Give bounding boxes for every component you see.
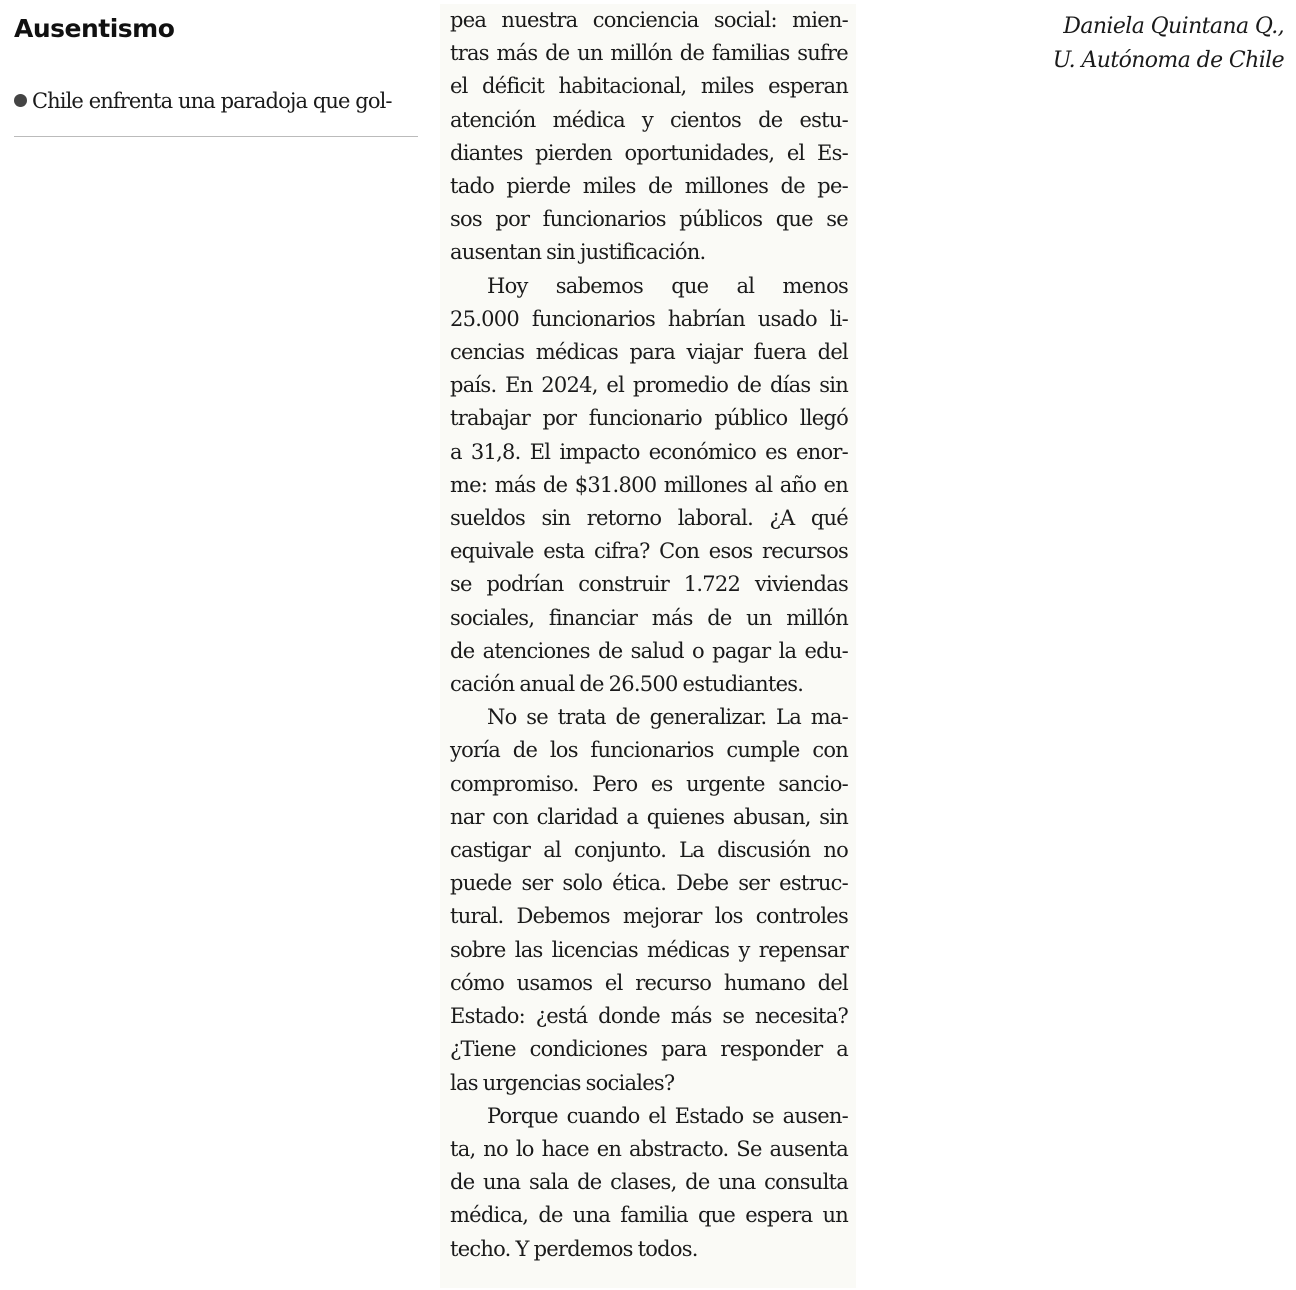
text-line: sobre las licencias médicas y repensar xyxy=(450,937,848,962)
text-line: Hoy sabemos que al menos xyxy=(487,273,848,298)
text-line: pea nuestra conciencia social: mien- xyxy=(450,8,848,32)
text-line: diantes pierden oportunidades, el Es- xyxy=(450,140,848,165)
body-column xyxy=(440,4,856,1288)
text-line: techo. Y perdemos todos. xyxy=(450,1236,698,1261)
paragraph-1 xyxy=(450,4,848,270)
text-line: cencias médicas para viajar fuera del xyxy=(450,340,848,365)
text-line: tras más de un millón de familias sufre xyxy=(450,41,848,66)
text-line: ausentan sin justificación. xyxy=(450,240,706,265)
author-affiliation: U. Autónoma de Chile xyxy=(1052,48,1284,73)
text-line: compromiso. Pero es urgente sancio- xyxy=(450,771,848,796)
text-line: tado pierde miles de millones de pe- xyxy=(450,174,848,199)
text-line: ¿Tiene condiciones para responder a xyxy=(450,1037,848,1062)
text-line: trabajar por funcionario público llegó xyxy=(450,406,848,431)
text-line: tural. Debemos mejorar los controles xyxy=(450,904,848,929)
text-line: país. En 2024, el promedio de días sin xyxy=(450,373,848,398)
text-line: cación anual de 26.500 estudiantes. xyxy=(450,672,804,697)
text-line: 25.000 funcionarios habrían usado li- xyxy=(450,306,848,331)
headline: Ausentismo xyxy=(14,14,175,43)
text-line: cómo usamos el recurso humano del xyxy=(450,970,848,995)
paragraph-2 xyxy=(450,270,848,702)
text-line: sociales, financiar más de un millón xyxy=(450,605,848,630)
text-line: castigar al conjunto. La discusión no xyxy=(450,838,848,863)
text-line: atención médica y cientos de estu- xyxy=(450,107,848,132)
text-line: el déficit habitacional, miles esperan xyxy=(450,74,848,99)
text-line: las urgencias sociales? xyxy=(450,1070,675,1095)
bullet-icon xyxy=(14,94,27,107)
text-line: se podrían construir 1.722 viviendas xyxy=(450,572,848,597)
left-column xyxy=(14,12,418,137)
text-line: de una sala de clases, de una consulta xyxy=(450,1170,848,1195)
text-line: puede ser solo ética. Debe ser estruc- xyxy=(450,871,848,896)
text-line: equivale esta cifra? Con esos recursos xyxy=(450,539,848,564)
lead-line xyxy=(14,86,418,116)
text-line: me: más de $31.800 millones al año en xyxy=(450,472,848,497)
text-line: Estado: ¿está donde más se necesita? xyxy=(450,1004,848,1029)
text-line: ta, no lo hace en abstracto. Se ausenta xyxy=(450,1136,848,1161)
paragraph-3 xyxy=(450,701,848,1099)
text-line: No se trata de generalizar. La ma- xyxy=(487,705,848,730)
author-name: Daniela Quintana Q., xyxy=(1063,14,1284,39)
lead-text: Chile enfrenta una paradoja que gol- xyxy=(32,89,392,113)
text-line: nar con claridad a quienes abusan, sin xyxy=(450,804,848,829)
text-line: médica, de una familia que espera un xyxy=(450,1203,848,1228)
text-line: Porque cuando el Estado se ausen- xyxy=(487,1103,848,1128)
text-line: sueldos sin retorno laboral. ¿A qué xyxy=(450,506,848,531)
text-line: yoría de los funcionarios cumple con xyxy=(450,738,848,763)
text-line: a 31,8. El impacto económico es enor- xyxy=(450,439,848,464)
text-line: de atenciones de salud o pagar la edu- xyxy=(450,638,848,663)
paragraph-4 xyxy=(450,1100,848,1266)
text-line: sos por funcionarios públicos que se xyxy=(450,207,848,232)
divider xyxy=(14,136,418,137)
byline xyxy=(1053,10,1284,78)
